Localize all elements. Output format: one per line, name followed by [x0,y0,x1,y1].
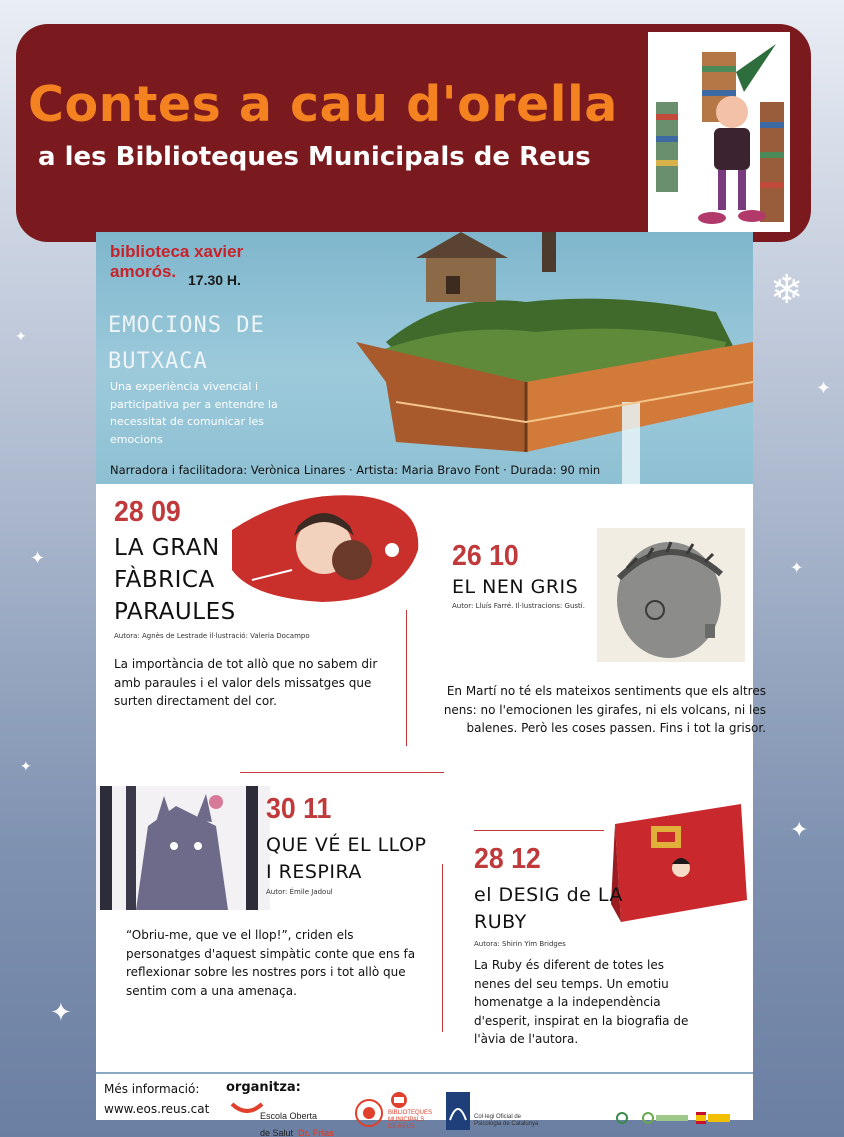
snowflake-icon: ✦ [790,558,804,577]
grey-boy-head-illustration [597,528,745,662]
floating-book-illustration [296,232,753,484]
sponsor-logos [594,1106,734,1128]
snowflake-icon: ✦ [20,759,32,775]
snowflake-icon: ✦ [30,548,46,569]
col-legi-psicologia-logo: Col·legi Oficial de Psicologia de Catalunya [446,1092,556,1132]
hero-description: Una experiència vivencial i participativa per a entendre la necessitat de comunicar les emocions [110,380,278,446]
hero-banner [96,232,753,484]
session-title: QUE VÉ EL LLOP I RESPIRA [266,834,427,883]
session-date: 26 10 [452,540,519,572]
session-date: 28 09 [114,496,181,528]
more-info-label: Més informació: [104,1082,200,1096]
snowflake-icon: ✦ [790,818,809,843]
snowflake-icon: ✦ [15,329,27,345]
session-title: EL NEN GRIS [452,576,579,598]
wolf-illustration [96,786,270,910]
girl-with-red-hood-illustration [232,490,422,608]
session-credit: Autor: Lluís Farré. Il·lustracions: Gusti. [452,602,585,610]
divider-horizontal [240,772,444,773]
header-banner [16,24,811,242]
event-time: 17.30 H. [188,272,241,288]
hero-title: EMOCIONS DE BUTXACA [108,313,265,374]
session-description: La Ruby és diferent de totes les nenes del seu temps. Un emotiu homenatge a la independència d'esperit, inspirat en la biografia de l'àvia de l'autora. [474,958,689,1046]
page-subtitle: a les Biblioteques Municipals de Reus [38,142,591,172]
session-description: En Martí no té els mateixos sentiments que els altres nens: no l'emocionen les girafes, ni els volcans, ni les balenes. Però les coses passen. Fins i tot la grisor. [443,684,766,735]
session-title: el DESIG de LA RUBY [474,884,623,933]
page-title: Contes a cau d'orella [28,76,618,133]
session-credit: Autor: Émile Jadoul [266,888,333,896]
footer-divider [96,1072,753,1074]
divider-vertical [442,864,443,1032]
snowflake-icon: ✦ [816,378,832,399]
session-date: 28 12 [474,843,541,875]
divider-vertical [406,610,407,746]
session-credit: Autora: Shirin Yim Bridges [474,940,566,948]
escola-oberta-logo: Escola Oberta de Salut Dr. Frias [230,1100,350,1134]
snowflake-icon: ✦ [50,998,72,1028]
session-title: LA GRAN FÀBRICA PARAULES [114,535,236,625]
elf-carrying-books-icon [648,32,790,232]
session-description: La importància de tot allò que no sabem dir amb paraules i el valor dels missatges que surten directament del cor. [114,657,378,708]
organizes-label: organitza: [226,1080,301,1095]
session-date: 30 11 [266,793,332,825]
website-link[interactable]: www.eos.reus.cat [104,1102,210,1116]
divider-horizontal [474,830,604,831]
snowflake-icon: ❄ [770,267,804,313]
biblioteques-municipals-logo: BIBLIOTEQUES MUNICIPALS DE REUS [354,1092,444,1132]
venue-name: biblioteca xavier amorós. [110,242,244,281]
hero-credits: Narradora i facilitadora: Verònica Linares · Artista: Maria Bravo Font · Durada: 90 min [110,463,601,477]
session-description: “Obriu-me, que ve el llop!”, criden els personatges d'aquest simpàtic conte que ens fa reflexionar sobre les nostres pors i tot allò que sentim com a una amenaça. [126,928,416,998]
session-credit: Autora: Agnès de Lestrade il·lustració: Valeria Docampo [114,632,310,640]
